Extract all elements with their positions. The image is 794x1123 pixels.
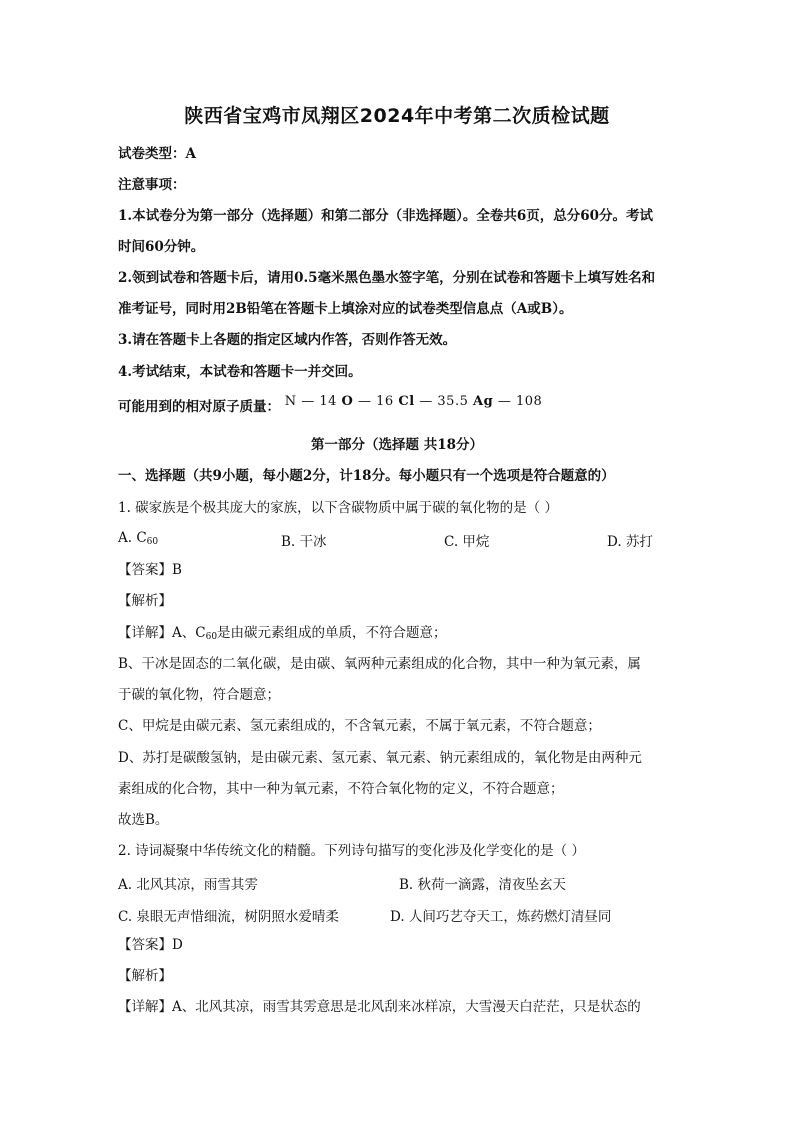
element-o: O — [341, 394, 354, 409]
question-2-stem: 2. 诗词凝聚中华传统文化的精髓。下列诗句描写的变化涉及化学变化的是（ ） — [118, 843, 585, 859]
q1-detail-line: D、苏打是碳酸氢钠，是由碳元素、氢元素、氧元素、钠元素组成的，氧化物是由两种元 — [118, 750, 642, 766]
part1-heading: 第一部分（选择题 共18分） — [311, 437, 483, 453]
q2-option-d: D. 人间巧艺夺天工，炼药燃灯清昼同 — [390, 909, 612, 925]
q2-option-c: C. 泉眼无声惜细流，树阴照水爱晴柔 — [118, 909, 339, 925]
note-line: 3.请在答题卡上各题的指定区域内作答，否则作答无效。 — [118, 332, 457, 348]
mass-ag: — 108 — [497, 394, 543, 409]
q1-option-a: A. $C_{60}$ — [118, 530, 159, 547]
note-line: 1.本试卷分为第一部分（选择题）和第二部分（非选择题）。全卷共6页，总分60分。考试 — [118, 208, 654, 224]
q1-detail-line: 素组成的化合物，其中一种为氧元素，不符合氧化物的定义，不符合题意； — [118, 781, 564, 797]
q2-detail-line: 【详解】A、北风其凉，雨雪其雱意思是北风刮来冰样凉，大雪漫天白茫茫，只是状态的 — [118, 999, 641, 1015]
q1-option-b: B. 干冰 — [281, 534, 327, 550]
element-ag: Ag — [473, 394, 494, 409]
q1-option-d: D. 苏打 — [607, 534, 653, 550]
element-cl: Cl — [398, 394, 415, 409]
paper-type: 试卷类型：A — [118, 146, 196, 162]
q1-option-c: C. 甲烷 — [444, 534, 490, 550]
q1-answer: 【答案】B — [118, 562, 182, 578]
q2-option-a: A. 北风其凉，雨雪其雱 — [118, 877, 258, 893]
note-line: 4.考试结束，本试卷和答题卡一并交回。 — [118, 364, 362, 380]
q2-answer: 【答案】D — [118, 937, 183, 953]
page-title: 陕西省宝鸡市凤翔区2024年中考第二次质检试题 — [184, 105, 610, 127]
q1-detail-line: C、甲烷是由碳元素、氢元素组成的，不含氧元素，不属于氧元素，不符合题意； — [118, 718, 601, 734]
mass-o: — 16 — [358, 394, 394, 409]
q1-detail-line: 于碳的氧化物，符合题意； — [118, 687, 280, 703]
q1-conclusion: 故选B。 — [118, 812, 169, 828]
q2-option-b: B. 秋荷一滴露，清夜坠玄天 — [399, 877, 567, 893]
section1-heading: 一、选择题（共9小题，每小题2分，计18分。每小题只有一个选项是符合题意的） — [118, 468, 615, 484]
q1-detail-line: B、干冰是固态的二氧化碳，是由碳、氧两种元素组成的化合物，其中一种为氧元素，属 — [118, 656, 641, 672]
atomic-mass-row — [118, 394, 688, 417]
note-line: 准考证号，同时用2B铅笔在答题卡上填涂对应的试卷类型信息点（A或B）。 — [118, 301, 573, 317]
q2-analysis-heading: 【解析】 — [118, 968, 172, 984]
element-n: N — [284, 394, 297, 409]
q1-analysis-heading: 【解析】 — [118, 593, 172, 609]
mass-n: — 14 — [301, 394, 337, 409]
atomic-mass-label: 可能用到的相对原子质量： — [118, 399, 280, 415]
note-line: 2.领到试卷和答题卡后，请用0.5毫米黑色墨水签字笔，分别在试卷和答题卡上填写姓名和 — [118, 270, 656, 286]
mass-cl: — 35.5 — [419, 394, 469, 409]
notes-heading: 注意事项： — [118, 177, 186, 193]
note-line: 时间60分钟。 — [118, 239, 205, 255]
q1-detail-line: 【详解】A、$C_{60}$是由碳元素组成的单质，不符合题意； — [118, 625, 447, 642]
atomic-mass-values — [285, 394, 543, 409]
question-1-stem: 1. 碳家族是个极其庞大的家族，以下含碳物质中属于碳的氧化物的是（ ） — [118, 500, 558, 516]
